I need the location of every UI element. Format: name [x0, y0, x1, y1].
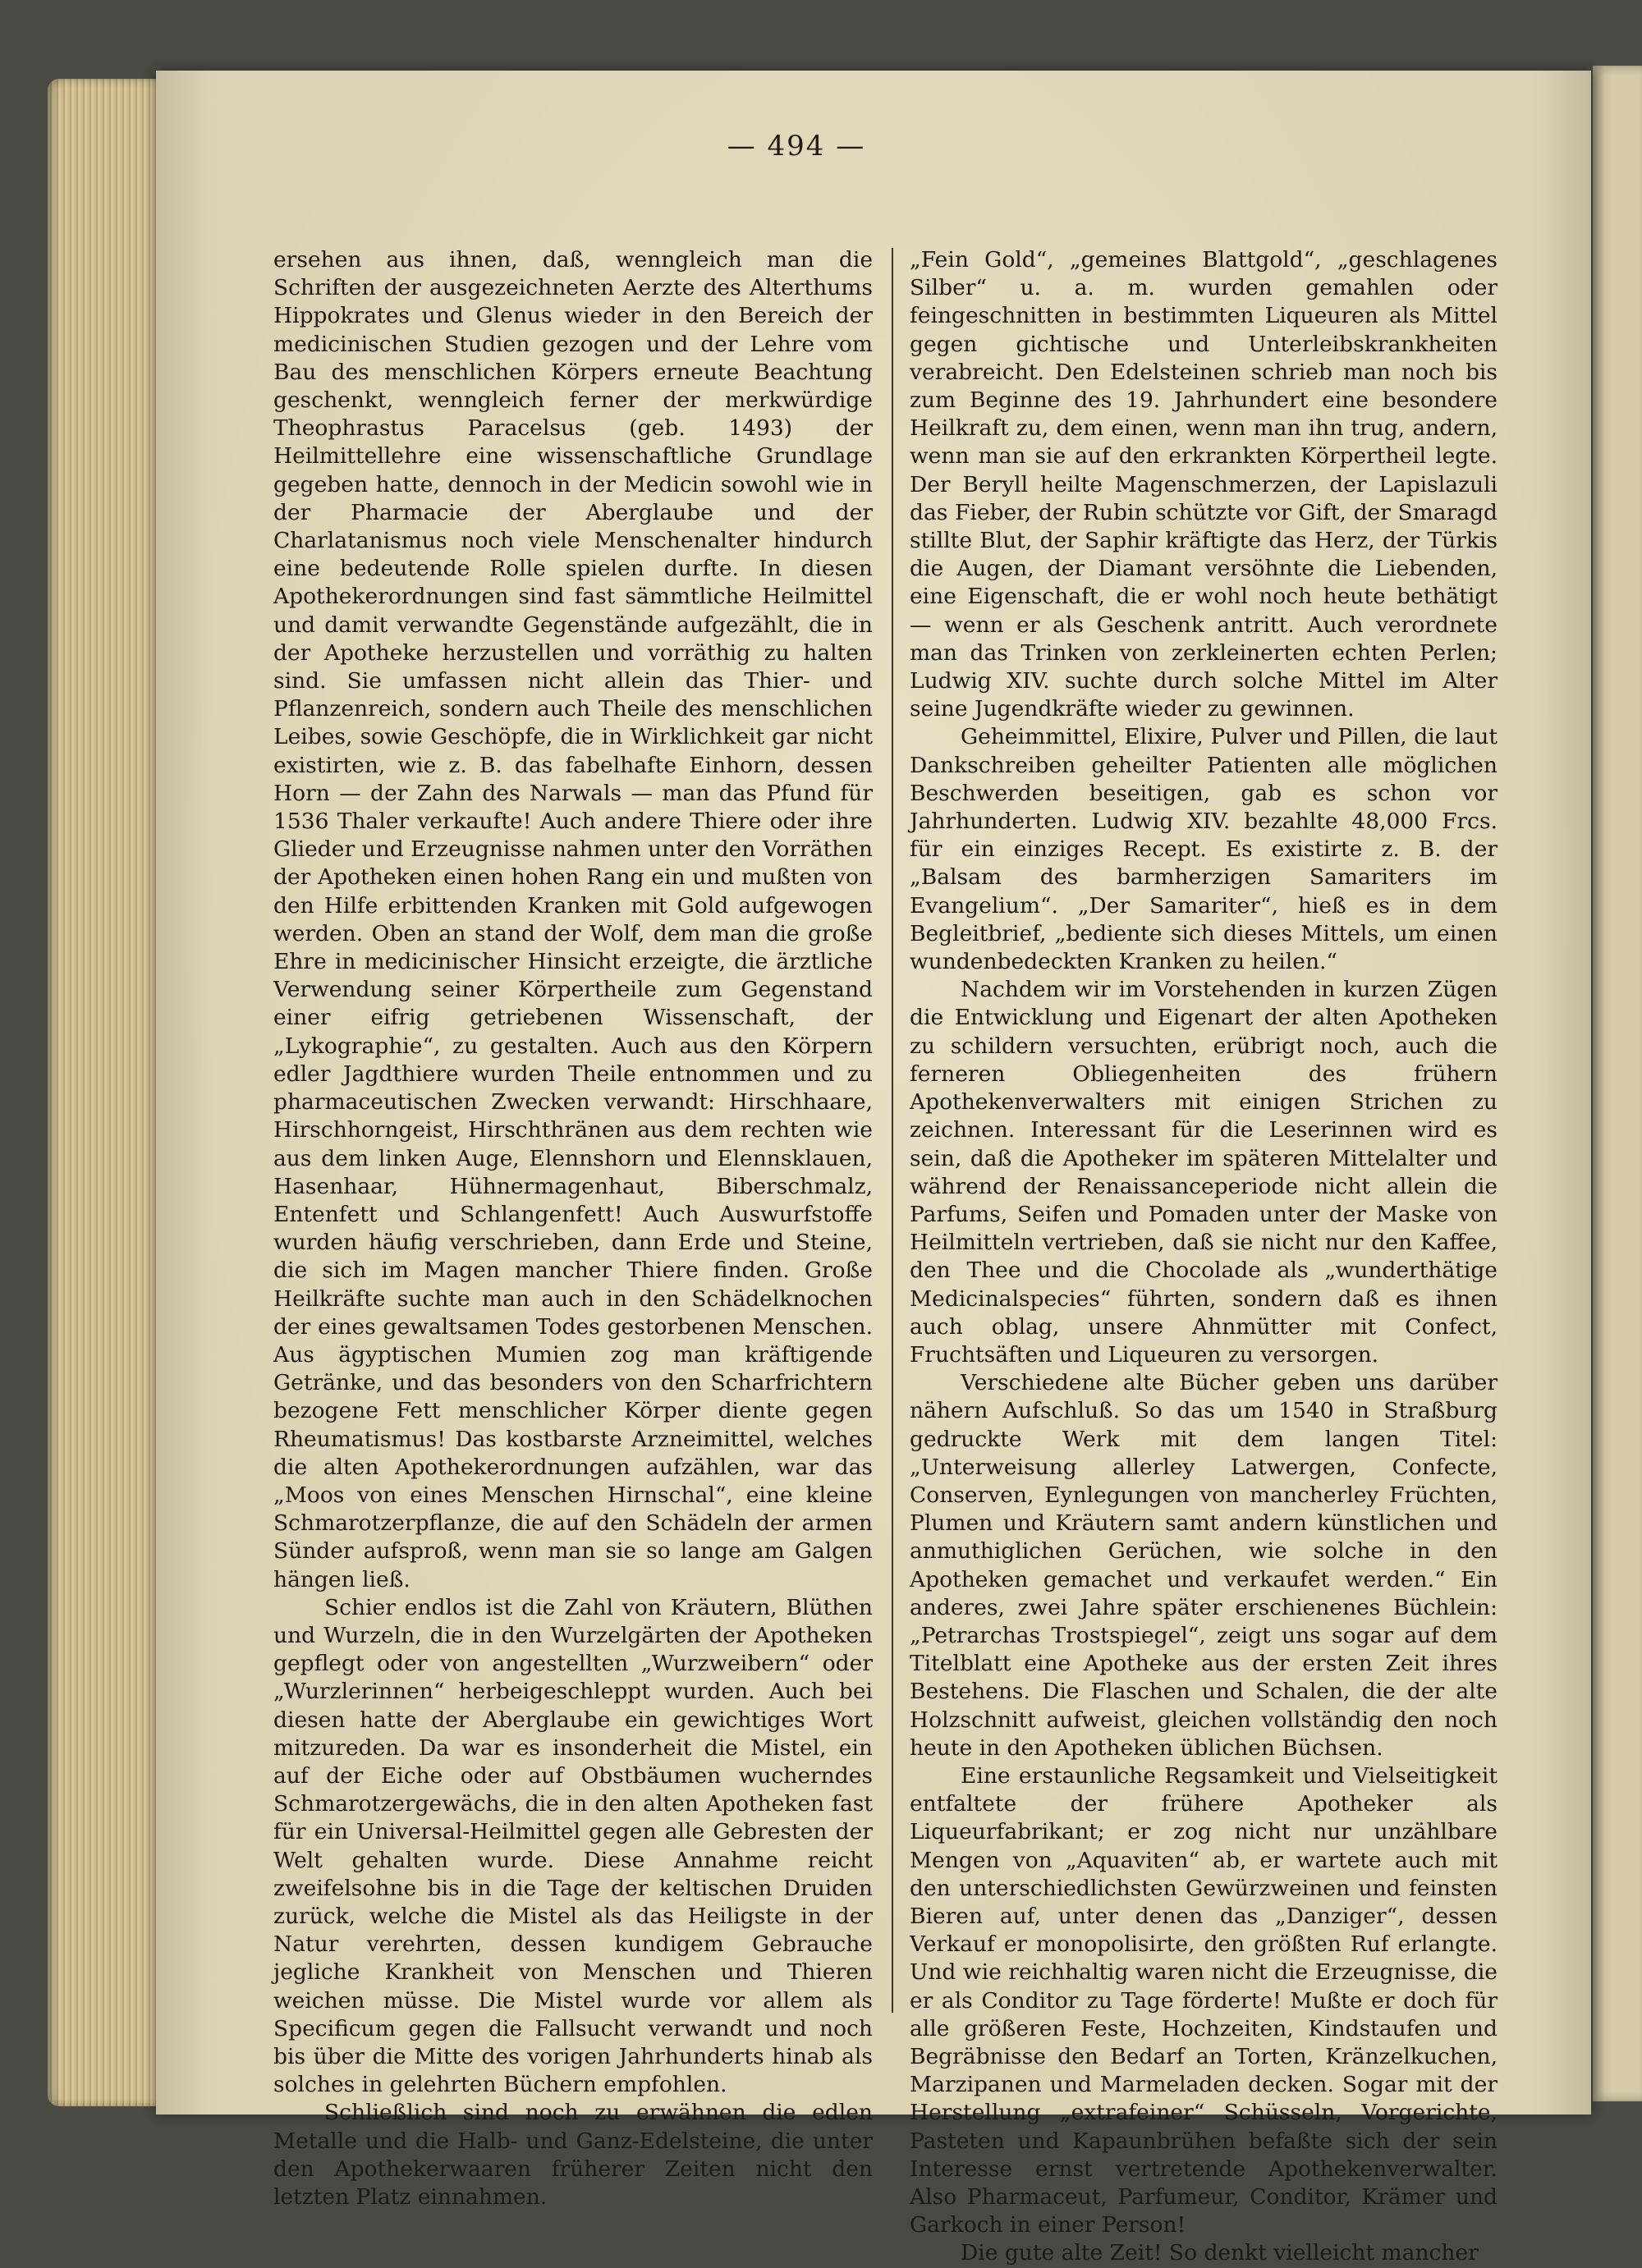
paragraph: Verschiedene alte Bücher geben uns darüber nähern Aufschluß. So das um 1540 in Straßburg gedruckte Werk mit dem langen Titel: „Unterweisung allerley Latwergen, Confecte, Conserven, Eynlegungen von mancherley Früchten, Plumen und Kräutern samt andern künstlichen und anmuthiglichen Gerüchen, wie solche in den Apotheken gemachet und verkaufet werden.“ Ein anderes, zwei Jahre später erschienenes Büchlein: „Petrarchas Trostspiegel“, zeigt uns sogar auf dem Titelblatt eine Apotheke aus der ersten Zeit ihres Bestehens. Die Flaschen und Schalen, die der alte Holzschnitt aufweist, gleichen vollständig den noch heute in den Apotheken üblichen Büchsen.: [910, 1370, 1498, 1761]
paragraph: ersehen aus ihnen, daß, wenngleich man die Schriften der ausgezeichneten Aerzte des Alterthums Hippokrates und Glenus wieder in den Bereich der medicinischen Studien gezogen und der Lehre vom Bau des menschlichen Körpers erneute Beachtung geschenkt, wenngleich ferner der merkwürdige Theophrastus Paracelsus (geb. 1493) der Heilmittellehre eine wissenschaftliche Grundlage gegeben hatte, dennoch in der Medicin sowohl wie in der Pharmacie der Aberglaube und der Charlatanismus noch viele Menschenalter hindurch eine bedeutende Rolle spielen durfte. In diesen Apothekerordnungen sind fast sämmtliche Heilmittel und damit verwandte Gegenstände aufgezählt, die in der Apotheke herzustellen und vorräthig zu halten sind. Sie umfassen nicht allein das Thier- und Pflanzenreich, sondern auch Theile des menschlichen Leibes, sowie Geschöpfe, die in Wirklichkeit gar nicht existirten, wie z. B. das fabelhafte Einhorn, dessen Horn — der Zahn des Narwals — man das Pfund für 1536 Thaler verkaufte! Auch andere Thiere oder ihre Glieder und Erzeugnisse nahmen unter den Vorräthen der Apotheken einen hohen Rang ein und mußten von den Hilfe erbittenden Kranken mit Gold aufgewogen werden. Oben an stand der Wolf, dem man die große Ehre in medicinischer Hinsicht erzeigte, die ärztliche Verwendung seiner Körpertheile zum Gegenstand einer eifrig getriebenen Wissenschaft, der „Lykographie“, zu gestalten. Auch aus den Körpern edler Jagdthiere wurden Theile entnommen und zu pharmaceutischen Zwecken verwandt: Hirschhaare, Hirschhorngeist, Hirschthränen aus dem rechten wie aus dem linken Auge, Elennshorn und Elennsklauen, Hasenhaar, Hühnermagenhaut, Biberschmalz, Entenfett und Schlangenfett! Auch Auswurfstoffe wurden häufig verschrieben, dann Erde und Steine, die sich im Magen mancher Thiere finden. Große Heilkräfte suchte man auch in den Schädelknochen der eines gewaltsamen Todes gestorbenen Menschen. Aus ägyptischen Mumien zog man kräftigende Getränke, und das besonders von den Scharfrichtern bezogene Fett menschlicher Körper diente gegen Rheumatismus! Das kostbarste Arzneimittel, welches die alten Apothekerordnungen aufzählen, war das „Moos von eines Menschen Hirnschal“, eine kleine Schmarotzerpflanze, die auf den Schädeln der armen Sünder aufsproß, wenn man sie so lange am Galgen hängen ließ.: [273, 247, 873, 1592]
paragraph: Die gute alte Zeit! So denkt vielleicht mancher: [961, 2240, 1479, 2266]
page-number: — 494 —: [727, 130, 866, 163]
paragraph: Schier endlos ist die Zahl von Kräutern, Blüthen und Wurzeln, die in den Wurzelgärten der Apotheken gepflegt oder von angestellten „Wurzweibern“ oder „Wurzlerinnen“ herbeigeschleppt wurden. Auch bei diesen hatte der Aberglaube ein gewichtiges Wort mitzureden. Da war es insonderheit die Mistel, ein auf der Eiche oder auf Obstbäumen wucherndes Schmarotzergewächs, die in den alten Apotheken fast für ein Universal-Heilmittel gegen alle Gebresten der Welt gehalten wurde. Diese Annahme reicht zweifelsohne bis in die Tage der keltischen Druiden zurück, welche die Mistel als das Heiligste in der Natur verehrten, dessen kundigem Gebrauche jegliche Krankheit von Menschen und Thieren weichen müsse. Die Mistel wurde vor allem als Specificum gegen die Fallsucht verwandt und noch bis über die Mitte des vorigen Jahrhunderts hinab als solches in gelehrten Büchern empfohlen.: [273, 1594, 873, 2098]
facing-page-edge: [1593, 66, 1642, 2101]
column-divider: [892, 248, 893, 2013]
paragraph: Nachdem wir im Vorstehenden in kurzen Zügen die Entwicklung und Eigenart der alten Apotheken zu schildern versuchten, erübrigt noch, auch die ferneren Obliegenheiten des frühern Apothekenverwalters mit einigen Strichen zu zeichnen. Interessant für die Leserinnen wird es sein, daß die Apotheker im späteren Mittelalter und während der Renaissanceperiode nicht allein die Parfums, Seifen und Pomaden unter der Maske von Heilmitteln vertrieben, daß sie nicht nur den Kaffee, den Thee und die Chocolade als „wunderthätige Medicinalspecies“ führten, sondern daß es ihnen auch oblag, unsere Ahnmütter mit Confect, Fruchtsäften und Liqueuren zu versorgen.: [910, 977, 1498, 1368]
text-column-left: [273, 246, 873, 2211]
book-page-edges: [48, 79, 171, 2106]
paragraph: Eine erstaunliche Regsamkeit und Vielseitigkeit entfaltete der frühere Apotheker als Liqueurfabrikant; er zog nicht nur unzählbare Mengen von „Aquaviten“ ab, er wartete auch mit den unterschiedlichsten Gewürzweinen und feinsten Bieren auf, unter denen das „Danziger“, dessen Verkauf er monopolisirte, den größten Ruf erlangte. Und wie reichhaltig waren nicht die Erzeugnisse, die er als Conditor zu Tage förderte! Mußte er doch für alle größeren Feste, Hochzeiten, Kindstaufen und Begräbnisse den Bedarf an Torten, Kränzelkuchen, Marzipanen und Marmeladen decken. Sogar mit der Herstellung „extrafeiner“ Schüsseln, Vorgerichte, Pasteten und Kapaunbrühen befaßte sich der sein Interesse ernst vertretende Apothekenverwalter. Also Pharmaceut, Parfumeur, Conditor, Krämer und Garkoch in einer Person!: [910, 1762, 1498, 2238]
paragraph: Geheimmittel, Elixire, Pulver und Pillen, die laut Dankschreiben geheilter Patienten alle möglichen Beschwerden beseitigen, gab es schon vor Jahrhunderten. Ludwig XIV. bezahlte 48,000 Frcs. für ein einziges Recept. Es existirte z. B. der „Balsam des barmherzigen Samariters im Evangelium“. „Der Samariter“, hieß es in dem Begleitbrief, „bediente sich dieses Mittels, um einen wundenbedeckten Kranken zu heilen.“: [910, 724, 1498, 975]
text-column-right: [910, 246, 1498, 2268]
paragraph: Schließlich sind noch zu erwähnen die edlen Metalle und die Halb- und Ganz-Edelsteine, die unter den Apothekerwaaren früherer Zeiten nicht den letzten Platz einnahmen.: [273, 2100, 873, 2211]
paragraph: „Fein Gold“, „gemeines Blattgold“, „geschlagenes Silber“ u. a. m. wurden gemahlen oder feingeschnitten in bestimmten Liqueuren als Mittel gegen gichtische und Unterleibskrankheiten verabreicht. Den Edelsteinen schrieb man noch bis zum Beginne des 19. Jahrhundert eine besondere Heilkraft zu, dem einen, wenn man ihn trug, andern, wenn man sie auf den erkrankten Körpertheil legte. Der Beryll heilte Magenschmerzen, der Lapislazuli das Fieber, der Rubin schützte vor Gift, der Smaragd stillte Blut, der Saphir kräftigte das Herz, der Türkis die Augen, der Diamant versöhnte die Liebenden, eine Eigenschaft, die er wohl noch heute bethätigt — wenn er als Geschenk antritt. Auch verordnete man das Trinken von zerkleinerten echten Perlen; Ludwig XIV. suchte durch solche Mittel im Alter seine Jugendkräfte wieder zu gewinnen.: [910, 247, 1498, 722]
